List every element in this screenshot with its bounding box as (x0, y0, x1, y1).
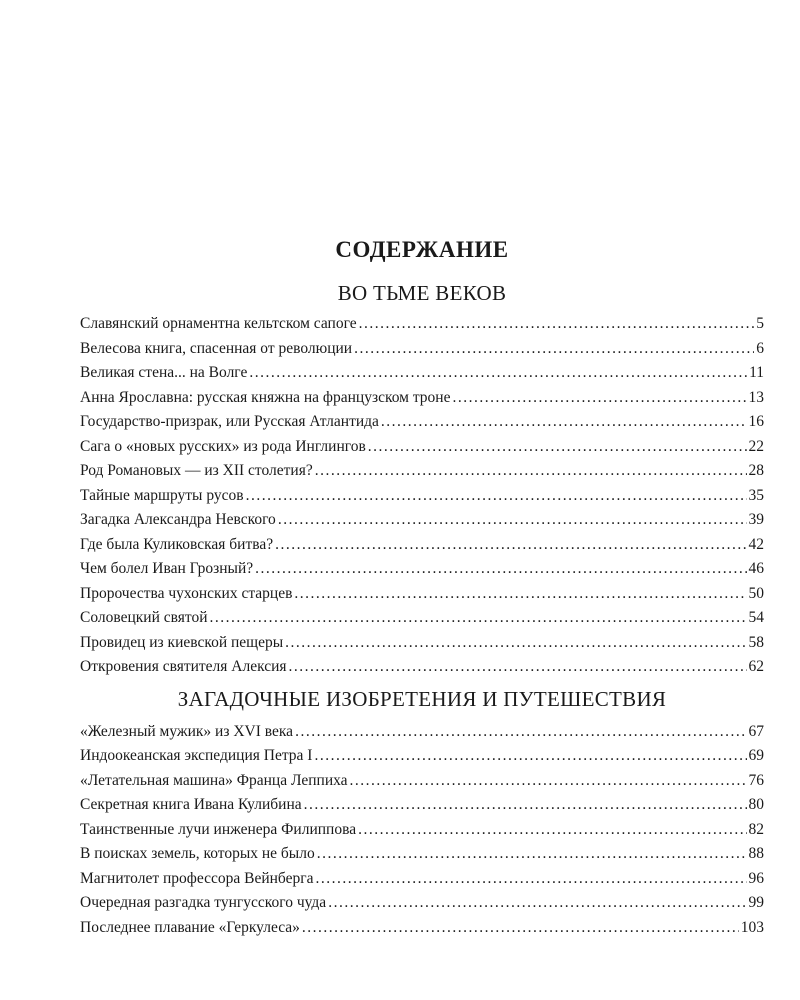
toc-section (80, 684, 764, 941)
dot-leader (295, 720, 746, 745)
page-title: СОДЕРЖАНИЕ (335, 237, 509, 262)
toc-entry (80, 484, 764, 509)
entry-page-number: 67 (748, 722, 764, 740)
entry-page-number: 42 (748, 535, 764, 553)
toc-entry (80, 582, 764, 607)
entry-page-number: 76 (748, 771, 764, 789)
entry-title: Секретная книга Ивана Кулибина (80, 796, 302, 813)
dot-leader (328, 891, 746, 916)
entry-page-number: 88 (748, 845, 764, 862)
dot-leader (315, 867, 746, 892)
table-of-contents (80, 236, 764, 940)
entry-page-number: 80 (748, 796, 764, 813)
entry-page-number: 50 (748, 584, 764, 602)
entry-title: Магнитолет профессора Вейнберга (80, 869, 314, 887)
toc-entry (80, 557, 764, 582)
entry-title: Индоокеанская экспедиция Петра I (80, 747, 313, 764)
toc-entry (80, 744, 764, 769)
entry-page-number: 22 (748, 437, 764, 455)
toc-list (80, 312, 764, 680)
entry-page-number: 28 (748, 462, 764, 479)
toc-entry (80, 891, 764, 916)
section-heading: ЗАГАДОЧНЫЕ ИЗОБРЕТЕНИЯ И ПУТЕШЕСТВИЯ (177, 686, 667, 711)
entry-title: Последнее плавание «Геркулеса» (80, 918, 300, 936)
toc-entry (80, 655, 764, 680)
toc-entry (80, 312, 764, 337)
entry-title: Где была Куликовская битва? (80, 535, 274, 553)
entry-page-number: 5 (756, 315, 764, 332)
entry-page-number: 69 (748, 747, 764, 764)
toc-entry (80, 386, 764, 411)
dot-leader (278, 508, 747, 533)
entry-title: Чем болел Иван Грозный? (80, 560, 254, 577)
dot-leader (275, 533, 746, 558)
entry-title: Род Романовых — из XII столетия? (80, 462, 313, 479)
toc-entry (80, 508, 764, 533)
entry-title: Велесова книга, спасенная от революции (80, 339, 353, 357)
entry-title: В поисках земель, которых не было (80, 845, 315, 862)
dot-leader (359, 312, 755, 337)
entry-title: «Летательная машина» Франца Леппиха (80, 771, 348, 789)
entry-page-number: 46 (748, 560, 764, 577)
entry-title: Таинственные лучи инженера Филиппова (80, 820, 357, 838)
toc-entry (80, 459, 764, 484)
entry-page-number: 96 (748, 869, 764, 887)
dot-leader (285, 631, 746, 656)
entry-page-number: 103 (740, 918, 764, 936)
entry-title: Сага о «новых русских» из рода Инглингов (80, 437, 366, 455)
toc-entry (80, 867, 764, 892)
entry-title: Славянский орнаментна кельтском сапоге (80, 315, 357, 332)
dot-leader (354, 337, 754, 362)
dot-leader (249, 361, 747, 386)
section-heading: ВО ТЬМЕ ВЕКОВ (337, 281, 507, 305)
entry-page-number: 6 (756, 339, 764, 357)
toc-entry (80, 818, 764, 843)
dot-leader (358, 818, 746, 843)
entry-page-number: 16 (748, 413, 764, 430)
entry-title: Провидец из киевской пещеры (80, 633, 284, 651)
dot-leader (350, 769, 747, 794)
entry-page-number: 35 (748, 486, 764, 504)
entry-title: Соловецкий святой (80, 609, 208, 626)
toc-section (80, 278, 764, 680)
entry-title: Откровения святителя Алексия (80, 658, 287, 675)
dot-leader (255, 557, 746, 582)
toc-list (80, 720, 764, 941)
entry-page-number: 58 (748, 633, 764, 651)
dot-leader (302, 916, 739, 941)
entry-title: Пророчества чухонских старцев (80, 584, 293, 602)
toc-entry (80, 410, 764, 435)
dot-leader (381, 410, 747, 435)
entry-page-number: 13 (748, 388, 764, 406)
dot-leader (452, 386, 746, 411)
dot-leader (315, 459, 747, 484)
entry-title: Очередная разгадка тунгусского чуда (80, 894, 327, 911)
entry-page-number: 82 (748, 820, 764, 838)
toc-entry (80, 533, 764, 558)
toc-entry (80, 606, 764, 631)
dot-leader (304, 793, 747, 818)
toc-entry (80, 720, 764, 745)
dot-leader (294, 582, 746, 607)
entry-page-number: 11 (749, 364, 764, 381)
entry-title: «Железный мужик» из XVI века (80, 722, 294, 740)
dot-leader (317, 842, 747, 867)
entry-title: Тайные маршруты русов (80, 486, 244, 504)
dot-leader (314, 744, 746, 769)
toc-entry (80, 769, 764, 794)
entry-page-number: 99 (748, 894, 764, 911)
toc-entry (80, 916, 764, 941)
entry-page-number: 62 (748, 658, 764, 675)
toc-entry (80, 361, 764, 386)
entry-page-number: 54 (748, 609, 764, 626)
entry-title: Загадка Александра Невского (80, 511, 276, 528)
entry-title: Государство-призрак, или Русская Атлантида (80, 413, 379, 430)
toc-entry (80, 842, 764, 867)
entry-page-number: 39 (748, 511, 764, 528)
dot-leader (246, 484, 747, 509)
toc-entry (80, 435, 764, 460)
dot-leader (368, 435, 747, 460)
toc-entry (80, 793, 764, 818)
entry-title: Великая стена... на Волге (80, 364, 248, 381)
toc-entry (80, 631, 764, 656)
entry-title: Анна Ярославна: русская княжна на французском троне (80, 388, 451, 406)
dot-leader (289, 655, 747, 680)
toc-entry (80, 337, 764, 362)
dot-leader (210, 606, 747, 631)
